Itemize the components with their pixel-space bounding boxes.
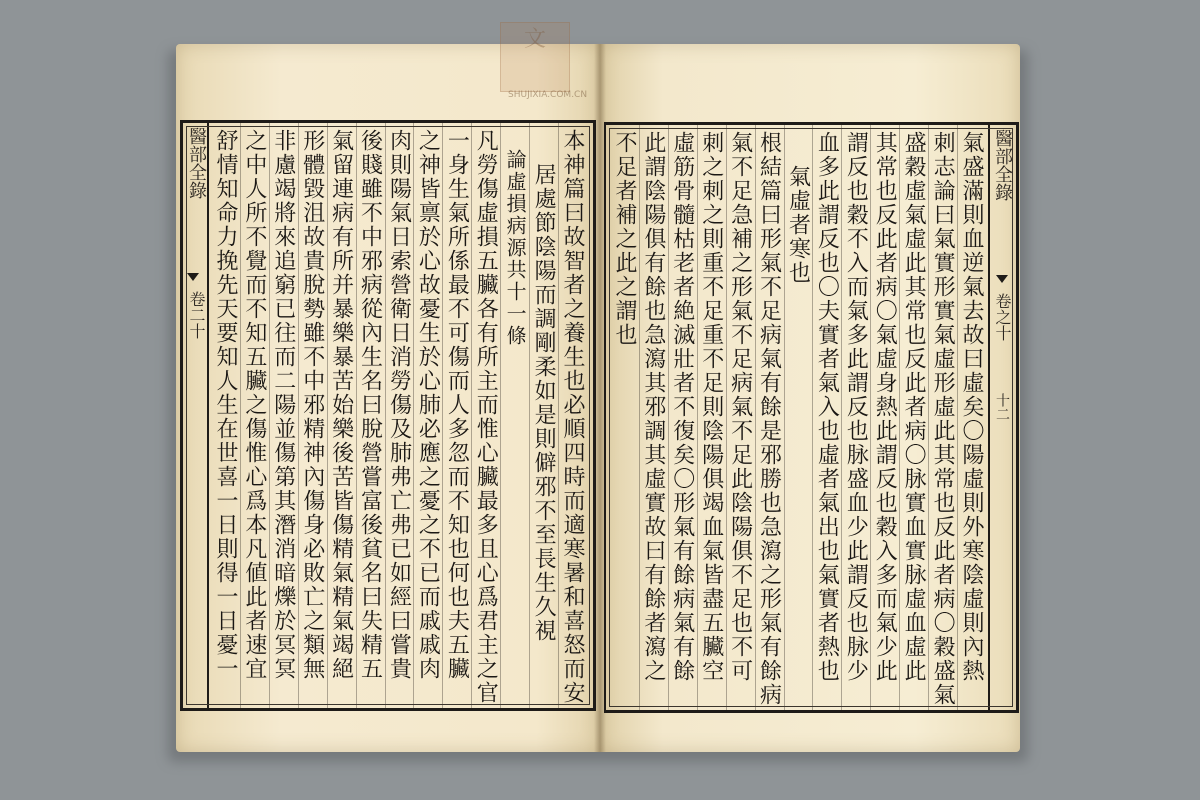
left-text-columns (211, 123, 587, 708)
text-column: 之神皆禀於心故憂生於心肺必應之憂之不已而戚戚肉 (413, 123, 442, 708)
right-text-frame (604, 122, 1019, 713)
text-column: 居處節陰陽而調剛柔如是則僻邪不至長生久視 (529, 123, 558, 708)
text-column: 其常也反此者病〇氣虛身熱此謂反也穀入多而氣少此 (870, 125, 899, 710)
text-column: 凡勞傷虛損五臟各有所主而惟心臟最多且心爲君主之官 (471, 123, 500, 708)
text-column: 後賤雖不中邪病從內生名曰脫營嘗富後貧名曰失精五 (356, 123, 385, 708)
banxin-title: 醫部全錄 (992, 129, 1013, 201)
fishtail-mark (187, 273, 199, 283)
text-column: 盛穀虛氣虛此其常也反此者病〇脉實血實脉虛血虛此 (899, 125, 928, 710)
text-column: 氣盛滿則血逆氣去故曰虛矣〇陽虛則外寒陰虛則內熱 (957, 125, 986, 710)
text-column: 非慮竭將來追窮已往而二陽並傷第其潛消暗爍於冥冥 (269, 123, 298, 708)
text-column: 之中人所不覺而不知五臟之傷惟心爲本凡値此者速宜 (240, 123, 269, 708)
text-column: 刺之刺之則重不足重不足則陰陽俱竭血氣皆盡五臟空 (697, 125, 726, 710)
text-column: 根結篇曰形氣不足病氣有餘是邪勝也急瀉之形氣有餘病 (755, 125, 784, 710)
watermark-text: SHUJIXIA.COM.CN (508, 90, 588, 100)
text-column: 肉則陽氣日索營衛日消勞傷及肺弗亡弗已如經曰嘗貴 (385, 123, 414, 708)
text-column: 謂反也穀不入而氣多此謂反也脉盛血少此謂反也脉少 (841, 125, 870, 710)
text-column: 血多此謂反也〇夫實者氣入也虛者氣出也氣實者熱也 (812, 125, 841, 710)
left-text-frame (180, 120, 596, 711)
banxin-volume: 卷二十 (187, 291, 206, 339)
watermark-seal: 文 (500, 22, 570, 92)
text-column: 此謂陰陽俱有餘也急瀉其邪調其虛實故曰有餘者瀉之 (639, 125, 668, 710)
section-heading: 論虛損病源共十一條 (500, 123, 529, 708)
banxin-page-number: 十二 (994, 393, 1010, 421)
text-column: 舒情知命力挽先天要知人生在世喜一日則得一日憂一 (212, 129, 238, 681)
text-column: 氣留連病有所并暴樂暴苦始樂後苦皆傷精氣精氣竭絕 (327, 123, 356, 708)
text-column: 虛筋骨髓枯老者絶滅壯者不復矣〇形氣有餘病氣有餘 (668, 125, 697, 710)
banxin-volume: 卷之十 (993, 293, 1012, 341)
text-column: 一身生氣所係最不可傷而人多忽而不知也何也夫五臟 (442, 123, 471, 708)
text-column: 形體毀沮故貴脫勢雖不中邪精神內傷身必敗亡之類無 (298, 123, 327, 708)
text-column: 氣虛者寒也 (784, 125, 813, 710)
fishtail-mark (996, 275, 1008, 285)
text-column: 不足者補之此之謂也 (611, 131, 637, 347)
right-banxin (988, 125, 1014, 710)
right-text-columns (610, 125, 986, 710)
left-banxin (185, 123, 209, 708)
text-column: 氣不足急補之形氣不足病氣不足此陰陽俱不足也不可 (726, 125, 755, 710)
text-column: 本神篇曰故智者之養生也必順四時而適寒暑和喜怒而安 (558, 123, 587, 708)
text-column: 刺志論曰氣實形實氣虛形虛此其常也反此者病〇穀盛氣 (928, 125, 957, 710)
banxin-title: 醫部全錄 (186, 127, 207, 199)
